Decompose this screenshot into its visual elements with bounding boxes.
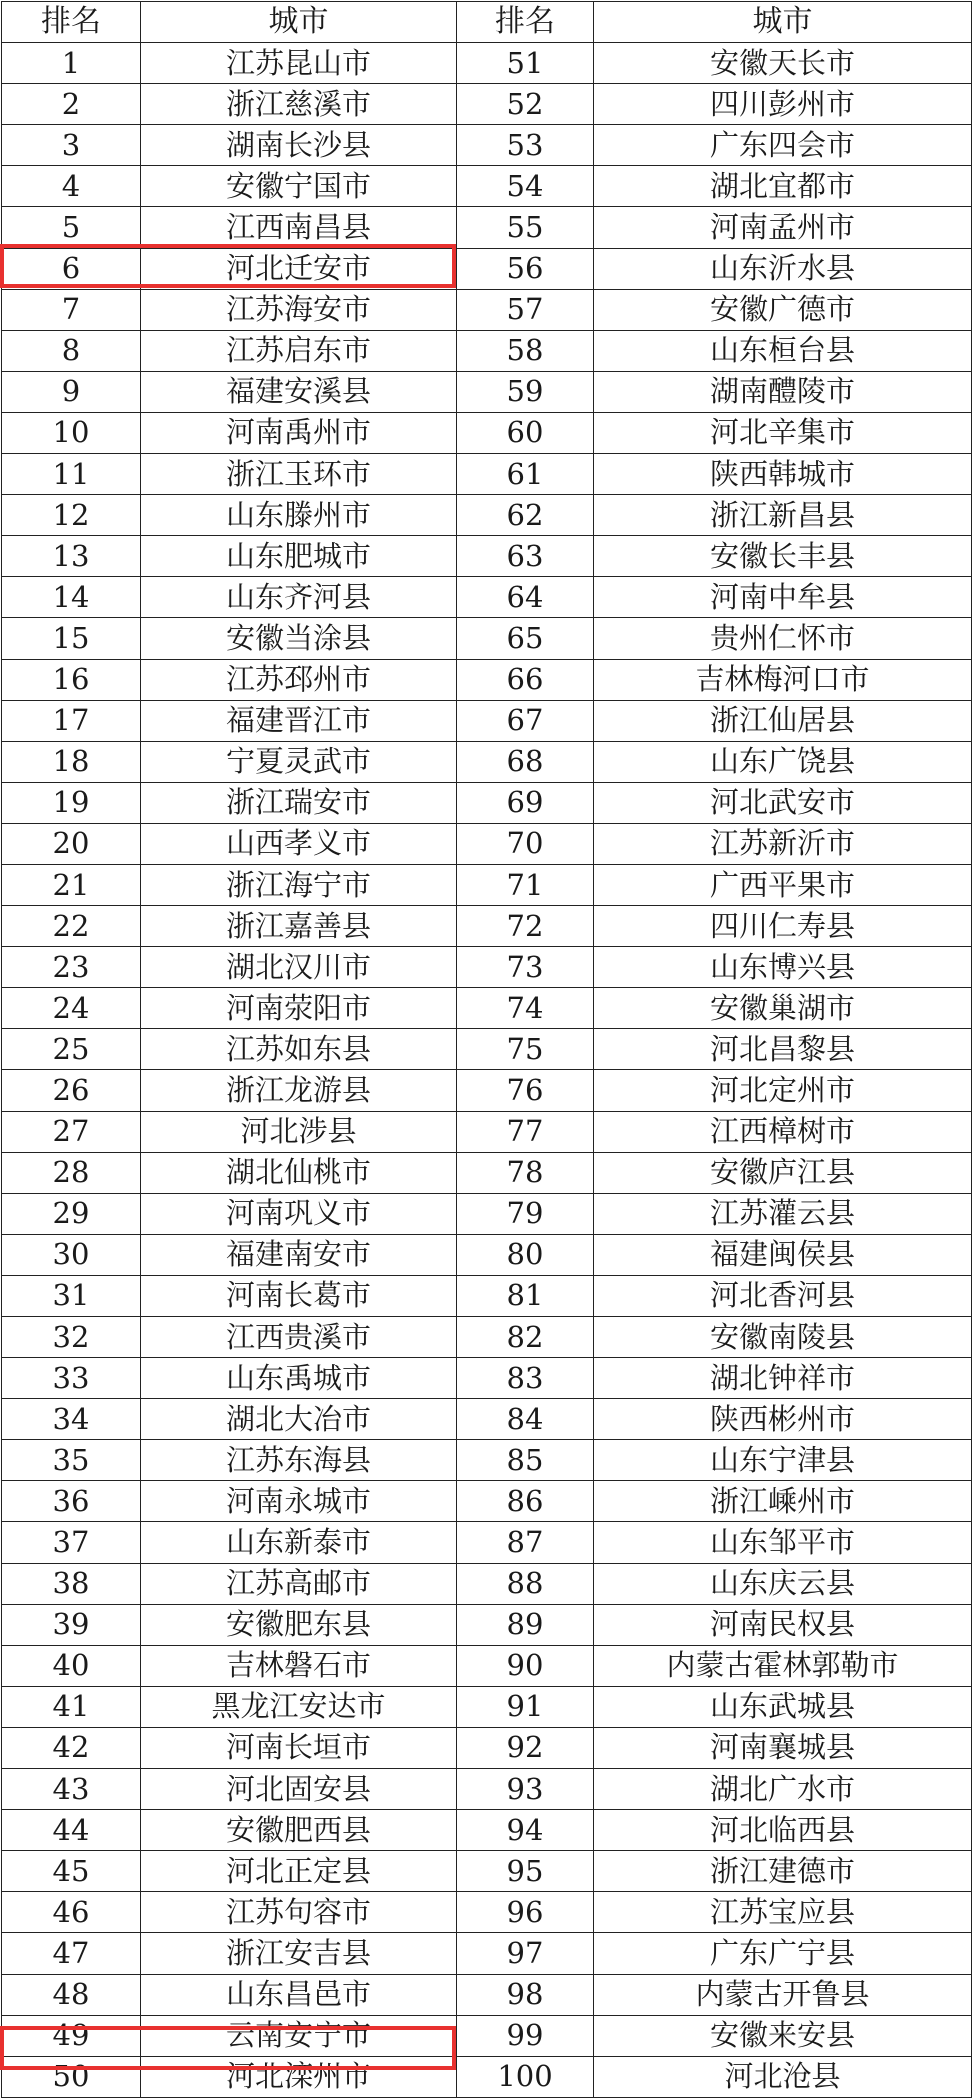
city-right-cell: 河北武安市 (594, 782, 972, 823)
city-right-cell: 山东庆云县 (594, 1563, 972, 1604)
rank-right-cell: 85 (457, 1440, 594, 1481)
city-right-cell: 湖北广水市 (594, 1769, 972, 1810)
table-row (2, 1111, 972, 1152)
table-row (2, 330, 972, 371)
city-left-cell: 山东齐河县 (141, 577, 457, 618)
rank-left-cell: 27 (2, 1111, 141, 1152)
rank-right-cell: 56 (457, 248, 594, 289)
city-right-cell: 山东宁津县 (594, 1440, 972, 1481)
table-row (2, 1234, 972, 1275)
rank-right-cell: 77 (457, 1111, 594, 1152)
table-row (2, 1358, 972, 1399)
city-right-cell: 广东广宁县 (594, 1933, 972, 1974)
table-row (2, 371, 972, 412)
rank-right-cell: 99 (457, 2015, 594, 2056)
table-row (2, 125, 972, 166)
rank-left-cell: 41 (2, 1686, 141, 1727)
rank-left-cell: 43 (2, 1769, 141, 1810)
rank-left-cell: 8 (2, 330, 141, 371)
city-left-cell: 山东肥城市 (141, 536, 457, 577)
rank-left-cell: 35 (2, 1440, 141, 1481)
table-row (2, 864, 972, 905)
city-left-cell: 湖南长沙县 (141, 125, 457, 166)
table-row (2, 577, 972, 618)
city-left-cell: 山西孝义市 (141, 823, 457, 864)
city-right-cell: 山东广饶县 (594, 741, 972, 782)
city-left-cell: 河北滦州市 (141, 2056, 457, 2097)
city-right-cell: 浙江嵊州市 (594, 1481, 972, 1522)
rank-right-cell: 82 (457, 1317, 594, 1358)
rank-left-cell: 47 (2, 1933, 141, 1974)
rank-left-cell: 16 (2, 659, 141, 700)
city-left-cell: 浙江慈溪市 (141, 84, 457, 125)
city-left-cell: 河北正定县 (141, 1851, 457, 1892)
rank-right-cell: 87 (457, 1522, 594, 1563)
rank-right-cell: 86 (457, 1481, 594, 1522)
rank-right-cell: 79 (457, 1193, 594, 1234)
rank-right-cell: 71 (457, 864, 594, 905)
table-row (2, 454, 972, 495)
city-left-cell: 江苏海安市 (141, 289, 457, 330)
city-left-cell: 山东新泰市 (141, 1522, 457, 1563)
table-row (2, 1317, 972, 1358)
rank-left-cell: 22 (2, 906, 141, 947)
rank-right-cell: 55 (457, 207, 594, 248)
rank-right-cell: 52 (457, 84, 594, 125)
rank-left-cell: 17 (2, 700, 141, 741)
rank-right-cell: 74 (457, 988, 594, 1029)
table-row (2, 906, 972, 947)
rank-right-cell: 94 (457, 1810, 594, 1851)
table-row (2, 1563, 972, 1604)
table-row (2, 1029, 972, 1070)
rank-left-cell: 46 (2, 1892, 141, 1933)
city-right-cell: 河北昌黎县 (594, 1029, 972, 1070)
city-right-cell: 安徽巢湖市 (594, 988, 972, 1029)
table-body (2, 43, 972, 2098)
rank-right-cell: 91 (457, 1686, 594, 1727)
rank-left-cell: 38 (2, 1563, 141, 1604)
header-rank-left: 排名 (2, 2, 141, 43)
rank-left-cell: 33 (2, 1358, 141, 1399)
rank-right-cell: 67 (457, 700, 594, 741)
rank-left-cell: 29 (2, 1193, 141, 1234)
rank-right-cell: 58 (457, 330, 594, 371)
rank-left-cell: 39 (2, 1604, 141, 1645)
rank-right-cell: 81 (457, 1275, 594, 1316)
rank-left-cell: 20 (2, 823, 141, 864)
city-right-cell: 陕西彬州市 (594, 1399, 972, 1440)
city-left-cell: 河南荥阳市 (141, 988, 457, 1029)
city-right-cell: 安徽广德市 (594, 289, 972, 330)
city-right-cell: 湖北钟祥市 (594, 1358, 972, 1399)
city-right-cell: 湖北宜都市 (594, 166, 972, 207)
table-row (2, 1193, 972, 1234)
rank-right-cell: 61 (457, 454, 594, 495)
rank-right-cell: 62 (457, 495, 594, 536)
table-row (2, 1440, 972, 1481)
city-right-cell: 吉林梅河口市 (594, 659, 972, 700)
rank-left-cell: 50 (2, 2056, 141, 2097)
table-row (2, 782, 972, 823)
rank-right-cell: 54 (457, 166, 594, 207)
city-left-cell: 黑龙江安达市 (141, 1686, 457, 1727)
city-left-cell: 吉林磐石市 (141, 1645, 457, 1686)
table-row (2, 1810, 972, 1851)
city-left-cell: 浙江瑞安市 (141, 782, 457, 823)
city-left-cell: 河南长垣市 (141, 1727, 457, 1768)
city-left-cell: 福建南安市 (141, 1234, 457, 1275)
city-left-cell: 河北固安县 (141, 1769, 457, 1810)
city-right-cell: 山东博兴县 (594, 947, 972, 988)
header-city-right: 城市 (594, 2, 972, 43)
rank-left-cell: 23 (2, 947, 141, 988)
rank-right-cell: 92 (457, 1727, 594, 1768)
rank-left-cell: 31 (2, 1275, 141, 1316)
rank-right-cell: 83 (457, 1358, 594, 1399)
city-left-cell: 浙江龙游县 (141, 1070, 457, 1111)
rank-right-cell: 60 (457, 412, 594, 453)
rank-left-cell: 40 (2, 1645, 141, 1686)
city-left-cell: 浙江嘉善县 (141, 906, 457, 947)
city-right-cell: 山东桓台县 (594, 330, 972, 371)
table-row (2, 1399, 972, 1440)
rank-right-cell: 57 (457, 289, 594, 330)
city-left-cell: 江苏如东县 (141, 1029, 457, 1070)
table-row (2, 618, 972, 659)
rank-left-cell: 7 (2, 289, 141, 330)
rank-right-cell: 97 (457, 1933, 594, 1974)
table-row (2, 1152, 972, 1193)
table-row (2, 207, 972, 248)
city-right-cell: 山东武城县 (594, 1686, 972, 1727)
city-right-cell: 四川仁寿县 (594, 906, 972, 947)
rank-right-cell: 73 (457, 947, 594, 988)
table-row (2, 988, 972, 1029)
city-right-cell: 江苏新沂市 (594, 823, 972, 864)
city-left-cell: 江西贵溪市 (141, 1317, 457, 1358)
city-right-cell: 四川彭州市 (594, 84, 972, 125)
table-row (2, 1974, 972, 2015)
city-left-cell: 江苏句容市 (141, 1892, 457, 1933)
rank-right-cell: 89 (457, 1604, 594, 1645)
city-left-cell: 福建安溪县 (141, 371, 457, 412)
rank-left-cell: 4 (2, 166, 141, 207)
city-right-cell: 内蒙古霍林郭勒市 (594, 1645, 972, 1686)
rank-right-cell: 93 (457, 1769, 594, 1810)
city-left-cell: 安徽肥东县 (141, 1604, 457, 1645)
rank-right-cell: 95 (457, 1851, 594, 1892)
city-right-cell: 河南民权县 (594, 1604, 972, 1645)
table-row (2, 1686, 972, 1727)
rank-left-cell: 21 (2, 864, 141, 905)
city-left-cell: 河南禹州市 (141, 412, 457, 453)
rank-left-cell: 26 (2, 1070, 141, 1111)
rank-left-cell: 24 (2, 988, 141, 1029)
rank-right-cell: 75 (457, 1029, 594, 1070)
city-right-cell: 浙江建德市 (594, 1851, 972, 1892)
rank-right-cell: 53 (457, 125, 594, 166)
table-row (2, 43, 972, 84)
table-row (2, 1769, 972, 1810)
city-left-cell: 宁夏灵武市 (141, 741, 457, 782)
city-left-cell: 安徽肥西县 (141, 1810, 457, 1851)
city-left-cell: 浙江安吉县 (141, 1933, 457, 1974)
city-left-cell: 山东滕州市 (141, 495, 457, 536)
rank-right-cell: 84 (457, 1399, 594, 1440)
rank-left-cell: 13 (2, 536, 141, 577)
ranking-table (1, 1, 972, 2098)
rank-right-cell: 51 (457, 43, 594, 84)
city-right-cell: 山东邹平市 (594, 1522, 972, 1563)
rank-right-cell: 64 (457, 577, 594, 618)
rank-right-cell: 68 (457, 741, 594, 782)
rank-left-cell: 15 (2, 618, 141, 659)
rank-left-cell: 10 (2, 412, 141, 453)
rank-left-cell: 32 (2, 1317, 141, 1358)
city-left-cell: 江苏高邮市 (141, 1563, 457, 1604)
rank-left-cell: 28 (2, 1152, 141, 1193)
city-left-cell: 江苏启东市 (141, 330, 457, 371)
rank-right-cell: 88 (457, 1563, 594, 1604)
table-row (2, 741, 972, 782)
city-right-cell: 福建闽侯县 (594, 1234, 972, 1275)
city-left-cell: 山东昌邑市 (141, 1974, 457, 2015)
city-left-cell: 安徽宁国市 (141, 166, 457, 207)
table-row (2, 947, 972, 988)
city-left-cell: 江西南昌县 (141, 207, 457, 248)
city-left-cell: 江苏昆山市 (141, 43, 457, 84)
city-left-cell: 湖北大冶市 (141, 1399, 457, 1440)
city-left-cell: 湖北汉川市 (141, 947, 457, 988)
city-left-cell: 福建晋江市 (141, 700, 457, 741)
rank-right-cell: 72 (457, 906, 594, 947)
city-right-cell: 河北香河县 (594, 1275, 972, 1316)
rank-left-cell: 1 (2, 43, 141, 84)
table-row (2, 659, 972, 700)
city-right-cell: 江苏灌云县 (594, 1193, 972, 1234)
header-city-left: 城市 (141, 2, 457, 43)
city-right-cell: 江西樟树市 (594, 1111, 972, 1152)
table-row (2, 1522, 972, 1563)
city-left-cell: 河南巩义市 (141, 1193, 457, 1234)
rank-left-cell: 9 (2, 371, 141, 412)
rank-left-cell: 30 (2, 1234, 141, 1275)
city-right-cell: 河北临西县 (594, 1810, 972, 1851)
rank-left-cell: 6 (2, 248, 141, 289)
table-row (2, 1645, 972, 1686)
table-row (2, 1933, 972, 1974)
table-row (2, 2015, 972, 2056)
table-row (2, 1070, 972, 1111)
rank-left-cell: 2 (2, 84, 141, 125)
rank-left-cell: 44 (2, 1810, 141, 1851)
table-row (2, 166, 972, 207)
city-right-cell: 安徽庐江县 (594, 1152, 972, 1193)
rank-left-cell: 37 (2, 1522, 141, 1563)
rank-right-cell: 96 (457, 1892, 594, 1933)
table-row (2, 1727, 972, 1768)
rank-left-cell: 12 (2, 495, 141, 536)
city-right-cell: 江苏宝应县 (594, 1892, 972, 1933)
table-row (2, 1481, 972, 1522)
rank-right-cell: 65 (457, 618, 594, 659)
rank-right-cell: 98 (457, 1974, 594, 2015)
city-right-cell: 贵州仁怀市 (594, 618, 972, 659)
table-row (2, 1851, 972, 1892)
rank-right-cell: 70 (457, 823, 594, 864)
city-left-cell: 河南长葛市 (141, 1275, 457, 1316)
rank-left-cell: 48 (2, 1974, 141, 2015)
rank-left-cell: 3 (2, 125, 141, 166)
header-row (2, 2, 972, 43)
city-left-cell: 河南永城市 (141, 1481, 457, 1522)
city-right-cell: 河南中牟县 (594, 577, 972, 618)
table-header (2, 2, 972, 43)
city-right-cell: 山东沂水县 (594, 248, 972, 289)
city-right-cell: 安徽长丰县 (594, 536, 972, 577)
city-left-cell: 江苏邳州市 (141, 659, 457, 700)
table-row (2, 84, 972, 125)
city-left-cell: 浙江海宁市 (141, 864, 457, 905)
city-left-cell: 湖北仙桃市 (141, 1152, 457, 1193)
city-right-cell: 广东四会市 (594, 125, 972, 166)
city-left-cell: 河北涉县 (141, 1111, 457, 1152)
city-right-cell: 浙江新昌县 (594, 495, 972, 536)
rank-left-cell: 34 (2, 1399, 141, 1440)
rank-right-cell: 100 (457, 2056, 594, 2097)
rank-right-cell: 66 (457, 659, 594, 700)
city-right-cell: 河北沧县 (594, 2056, 972, 2097)
rank-left-cell: 19 (2, 782, 141, 823)
header-rank-right: 排名 (457, 2, 594, 43)
rank-left-cell: 14 (2, 577, 141, 618)
city-right-cell: 河北辛集市 (594, 412, 972, 453)
rank-left-cell: 11 (2, 454, 141, 495)
city-right-cell: 湖南醴陵市 (594, 371, 972, 412)
city-right-cell: 内蒙古开鲁县 (594, 1974, 972, 2015)
table-row (2, 289, 972, 330)
table-row (2, 248, 972, 289)
city-left-cell: 山东禹城市 (141, 1358, 457, 1399)
table-row (2, 495, 972, 536)
rank-left-cell: 45 (2, 1851, 141, 1892)
table-row (2, 1604, 972, 1645)
rank-right-cell: 90 (457, 1645, 594, 1686)
rank-right-cell: 69 (457, 782, 594, 823)
city-left-cell: 江苏东海县 (141, 1440, 457, 1481)
table-row (2, 536, 972, 577)
rank-left-cell: 49 (2, 2015, 141, 2056)
rank-right-cell: 63 (457, 536, 594, 577)
rank-right-cell: 76 (457, 1070, 594, 1111)
table-row (2, 823, 972, 864)
table-row (2, 412, 972, 453)
table-row (2, 2056, 972, 2097)
city-left-cell: 安徽当涂县 (141, 618, 457, 659)
city-right-cell: 安徽来安县 (594, 2015, 972, 2056)
city-right-cell: 河南孟州市 (594, 207, 972, 248)
city-right-cell: 安徽天长市 (594, 43, 972, 84)
city-right-cell: 河南襄城县 (594, 1727, 972, 1768)
rank-right-cell: 59 (457, 371, 594, 412)
city-left-cell: 浙江玉环市 (141, 454, 457, 495)
rank-left-cell: 18 (2, 741, 141, 782)
table-row (2, 700, 972, 741)
rank-left-cell: 36 (2, 1481, 141, 1522)
rank-right-cell: 78 (457, 1152, 594, 1193)
city-right-cell: 广西平果市 (594, 864, 972, 905)
city-right-cell: 安徽南陵县 (594, 1317, 972, 1358)
rank-right-cell: 80 (457, 1234, 594, 1275)
rank-left-cell: 5 (2, 207, 141, 248)
city-right-cell: 陕西韩城市 (594, 454, 972, 495)
city-right-cell: 河北定州市 (594, 1070, 972, 1111)
city-right-cell: 浙江仙居县 (594, 700, 972, 741)
rank-left-cell: 42 (2, 1727, 141, 1768)
table-row (2, 1892, 972, 1933)
city-left-cell: 河北迁安市 (141, 248, 457, 289)
table-row (2, 1275, 972, 1316)
rank-left-cell: 25 (2, 1029, 141, 1070)
city-left-cell: 云南安宁市 (141, 2015, 457, 2056)
